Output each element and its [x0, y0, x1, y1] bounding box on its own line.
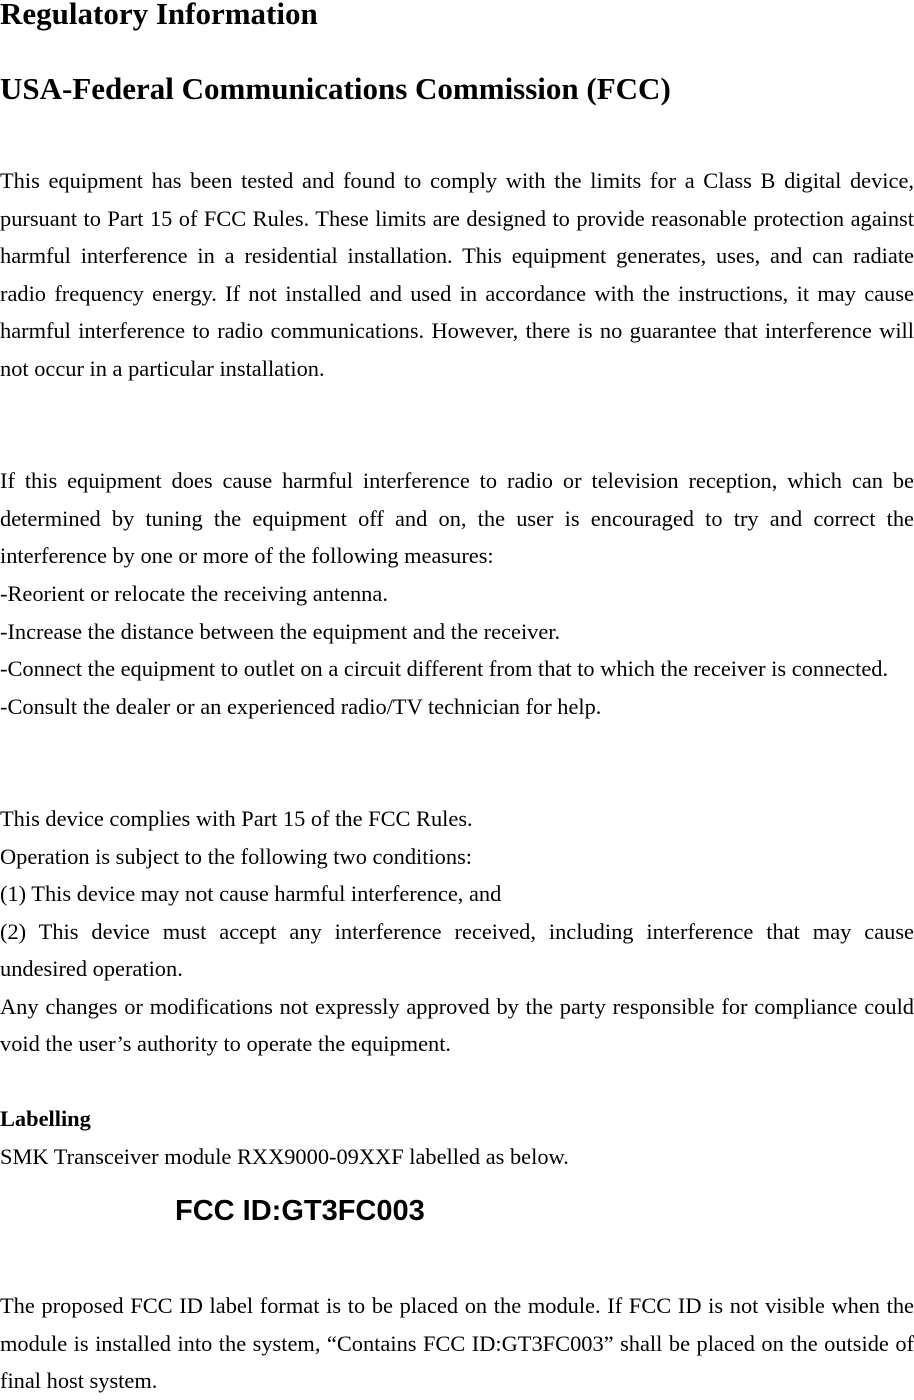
interference-paragraph: If this equipment does cause harmful interference to radio or television reception, which can be determined by tuning the equipment off and on, the user is encouraged to try and correct the interference by one or more of the following measures:	[0, 468, 914, 568]
label-placement-paragraph: The proposed FCC ID label format is to be placed on the module. If FCC ID is not visible when the module is installed into the system, “Contains FCC ID:GT3FC003” shall be placed on the outside of final host system.	[0, 1293, 914, 1393]
fcc-compliance-paragraph: This equipment has been tested and found to comply with the limits for a Class B digital device, pursuant to Part 15 of FCC Rules. These limits are designed to provide reasonable protection against harmful interference in a residential installation. This equipment generates, uses, and can radiate radio frequency energy. If not installed and used in accordance with the instructions, it may cause harmful interference to radio communications. However, there is no guarantee that interference will not occur in a particular installation.	[0, 168, 914, 381]
measure-item: -Increase the distance between the equipment and the receiver.	[0, 618, 561, 644]
page-title: Regulatory Information	[0, 0, 318, 31]
measure-item: -Consult the dealer or an experienced radio/TV technician for help.	[0, 693, 602, 719]
modifications-warning: Any changes or modifications not expressly approved by the party responsible for compliance could void the user’s authority to operate the equipment.	[0, 993, 914, 1056]
fcc-id-label: FCC ID:GT3FC003	[175, 1195, 425, 1227]
labelling-section	[0, 1100, 914, 1175]
measure-item: -Connect the equipment to outlet on a circuit different from that to which the receiver is connected.	[0, 656, 889, 681]
condition-item: (2) This device must accept any interference received, including interference that may cause undesired operation.	[0, 918, 914, 981]
fcc-section-heading: USA-Federal Communications Commission (FCC)	[0, 71, 671, 106]
labelling-text: SMK Transceiver module RXX9000-09XXF labelled as below.	[0, 1143, 569, 1169]
measures-list	[0, 575, 914, 725]
conditions-intro: Operation is subject to the following two conditions:	[0, 843, 473, 869]
part15-conditions	[0, 800, 914, 1063]
part15-statement: This device complies with Part 15 of the FCC Rules.	[0, 806, 473, 831]
condition-item: (1) This device may not cause harmful interference, and	[0, 881, 502, 906]
labelling-heading: Labelling	[0, 1106, 91, 1131]
measure-item: -Reorient or relocate the receiving antenna.	[0, 581, 388, 606]
